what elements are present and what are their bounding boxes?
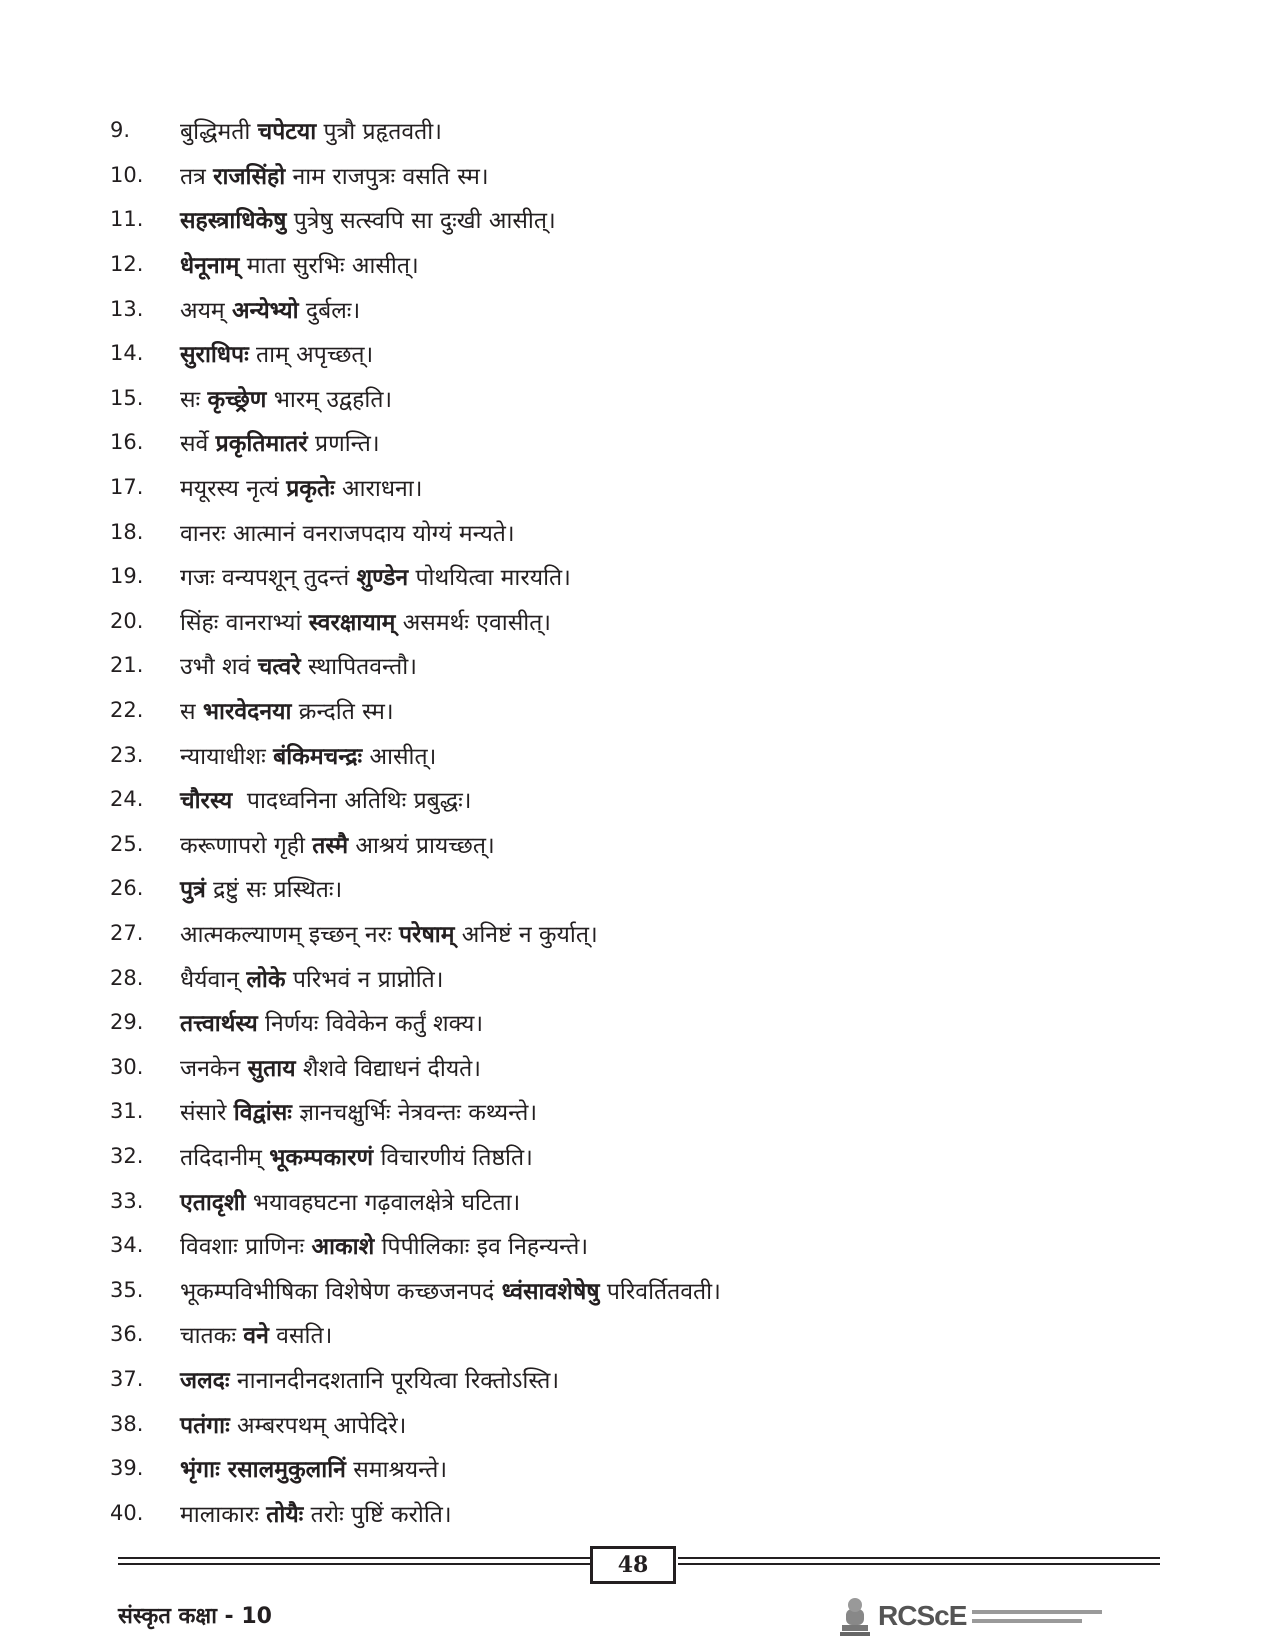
sentence-fragment: नाम राजपुत्रः वसति स्म। bbox=[285, 163, 489, 190]
sentence-text bbox=[180, 1318, 332, 1350]
sentence-row bbox=[110, 465, 1160, 510]
sentence-row bbox=[110, 777, 1160, 822]
sentence-row bbox=[110, 108, 1160, 153]
sentence-number: 11. bbox=[110, 207, 144, 232]
sentence-number: 26. bbox=[110, 876, 144, 901]
sentence-fragment: वानरः आत्मानं वनराजपदाय योग्यं मन्यते। bbox=[180, 520, 515, 547]
sentence-number: 19. bbox=[110, 564, 144, 589]
sentence-fragment: भारम् उद्वहति। bbox=[266, 386, 393, 413]
sentence-number: 37. bbox=[110, 1366, 144, 1391]
sentence-number: 32. bbox=[110, 1143, 144, 1168]
logo-subtitle-lines bbox=[972, 1610, 1102, 1623]
sentence-fragment: अनिष्टं न कुर्यात्। bbox=[454, 921, 598, 948]
footer-rule-right bbox=[678, 1557, 1160, 1559]
sentence-number: 30. bbox=[110, 1054, 144, 1079]
sentence-text bbox=[180, 1051, 481, 1083]
page-number: 48 bbox=[590, 1546, 676, 1584]
sentence-fragment: स bbox=[180, 699, 203, 726]
sentence-fragment: दुर्बलः। bbox=[298, 297, 361, 324]
sentence-number: 25. bbox=[110, 831, 144, 856]
sentence-number: 13. bbox=[110, 296, 144, 321]
sentence-text bbox=[180, 917, 598, 949]
sentence-fragment: सिंहः वानराभ्यां bbox=[180, 609, 309, 636]
highlighted-word: परेषाम् bbox=[398, 921, 455, 948]
sentence-number: 33. bbox=[110, 1188, 144, 1213]
sentence-fragment: उभौ शवं bbox=[180, 654, 258, 681]
sentence-fragment: न्यायाधीशः bbox=[180, 743, 274, 770]
sentence-text bbox=[180, 1006, 483, 1038]
sentence-row bbox=[110, 688, 1160, 733]
sentence-text bbox=[180, 516, 515, 548]
sentence-fragment: द्रष्टुं सः प्रस्थितः। bbox=[205, 877, 343, 904]
sentence-row bbox=[110, 1312, 1160, 1357]
sentence-fragment: परिभवं न प्राप्नोति। bbox=[285, 966, 444, 993]
highlighted-word: सहस्त्राधिकेषु bbox=[180, 208, 287, 235]
sentence-number: 29. bbox=[110, 1010, 144, 1035]
sentence-number: 31. bbox=[110, 1099, 144, 1124]
sentence-fragment: प्रणन्ति। bbox=[307, 431, 380, 458]
sentence-row bbox=[110, 1044, 1160, 1089]
sentence-number: 9. bbox=[110, 118, 131, 143]
highlighted-word: ध्वंसावशेषेषु bbox=[501, 1278, 600, 1305]
highlighted-word: बंकिमचन्द्रः bbox=[273, 743, 363, 770]
sentence-number: 12. bbox=[110, 252, 144, 277]
sentence-fragment: अम्बरपथम् आपेदिरे। bbox=[229, 1412, 407, 1439]
sentence-text bbox=[180, 1408, 406, 1440]
sentence-fragment: तदिदानीम् bbox=[180, 1144, 270, 1171]
sentence-text bbox=[180, 426, 380, 458]
sentence-text bbox=[180, 471, 422, 503]
sentence-fragment: निर्णयः विवेकेन कर्तुं शक्य। bbox=[257, 1011, 484, 1038]
sentence-text bbox=[180, 1274, 721, 1306]
sentence-row bbox=[110, 331, 1160, 376]
sentence-fragment: सः bbox=[180, 386, 208, 413]
sentence-fragment: मयूरस्य नृत्यं bbox=[180, 476, 287, 503]
sentence-row bbox=[110, 554, 1160, 599]
sentence-fragment: आश्रयं प्रायच्छत्। bbox=[348, 832, 495, 859]
sentence-text bbox=[180, 1185, 520, 1217]
sentence-fragment: अयम् bbox=[180, 297, 232, 324]
sentence-number: 39. bbox=[110, 1456, 144, 1481]
sentence-row bbox=[110, 866, 1160, 911]
sentence-row bbox=[110, 1267, 1160, 1312]
sentence-fragment: माता सुरभिः आसीत्। bbox=[239, 253, 419, 280]
sentence-text bbox=[180, 1229, 588, 1261]
highlighted-word: भूकम्पकारणं bbox=[269, 1144, 374, 1171]
highlighted-word: प्रकृतेः bbox=[286, 476, 335, 503]
highlighted-word: विद्वांसः bbox=[233, 1100, 292, 1127]
sentence-number: 38. bbox=[110, 1411, 144, 1436]
sentence-row bbox=[110, 1223, 1160, 1268]
sentence-number: 34. bbox=[110, 1233, 144, 1258]
highlighted-word: तस्मै bbox=[312, 832, 349, 859]
sentence-number: 35. bbox=[110, 1277, 144, 1302]
sentence-number: 20. bbox=[110, 608, 144, 633]
sentence-fragment: पुत्रौ प्रहृतवती। bbox=[316, 119, 442, 146]
footer-rule-left bbox=[118, 1557, 590, 1559]
highlighted-word: सुराधिपः bbox=[180, 342, 249, 369]
highlighted-word: पुत्रं bbox=[180, 877, 206, 904]
sentence-text bbox=[180, 1497, 452, 1529]
sentence-fragment: पिपीलिकाः इव निहन्यन्ते। bbox=[374, 1234, 589, 1261]
highlighted-word: जलदः bbox=[180, 1367, 230, 1394]
sentence-text bbox=[180, 248, 419, 280]
sentence-text bbox=[180, 872, 342, 904]
sentence-number: 21. bbox=[110, 653, 144, 678]
sentence-fragment: आत्मकल्याणम् इच्छन् नरः bbox=[180, 921, 399, 948]
sentence-fragment: गजः वन्यपशून् तुदन्तं bbox=[180, 565, 357, 592]
sentence-text bbox=[180, 560, 571, 592]
sentence-row bbox=[110, 1134, 1160, 1179]
sentence-fragment: क्रन्दति स्म। bbox=[291, 699, 394, 726]
sentence-fragment: बुद्धिमती bbox=[180, 119, 258, 146]
highlighted-word: धेनूनाम् bbox=[180, 253, 240, 280]
highlighted-word: वने bbox=[243, 1323, 269, 1350]
highlighted-word: चपेटया bbox=[257, 119, 317, 146]
sentence-fragment: पादध्वनिना अतिथिः प्रबुद्धः। bbox=[232, 788, 472, 815]
rcsce-logo bbox=[838, 1592, 1148, 1640]
sentence-row bbox=[110, 197, 1160, 242]
sentence-row bbox=[110, 643, 1160, 688]
sentence-text bbox=[180, 159, 489, 191]
sentence-fragment: चातकः bbox=[180, 1323, 244, 1350]
sentence-number: 14. bbox=[110, 341, 144, 366]
sentence-row bbox=[110, 509, 1160, 554]
sentence-row bbox=[110, 732, 1160, 777]
sentence-fragment: भयावहघटना गढ़वालक्षेत्रे घटिता। bbox=[245, 1189, 521, 1216]
sentence-fragment: भूकम्पविभीषिका विशेषेण कच्छजनपदं bbox=[180, 1278, 502, 1305]
sentence-fragment: आराधना। bbox=[334, 476, 423, 503]
national-emblem-icon bbox=[838, 1595, 872, 1637]
sentence-text bbox=[180, 293, 360, 325]
sentence-row bbox=[110, 420, 1160, 465]
sentence-row bbox=[110, 1178, 1160, 1223]
sentence-row bbox=[110, 1000, 1160, 1045]
sentence-text bbox=[180, 1363, 559, 1395]
highlighted-word: पतंगाः bbox=[180, 1412, 230, 1439]
sentence-text bbox=[180, 694, 394, 726]
sentence-fragment: विवशाः प्राणिनः bbox=[180, 1234, 312, 1261]
sentence-text bbox=[180, 1095, 537, 1127]
sentence-number: 18. bbox=[110, 519, 144, 544]
sentence-number: 28. bbox=[110, 965, 144, 990]
sentence-fragment: संसारे bbox=[180, 1100, 234, 1127]
highlighted-word: राजसिंहो bbox=[213, 163, 286, 190]
sentence-fragment: सर्वे bbox=[180, 431, 216, 458]
sentence-row bbox=[110, 1446, 1160, 1491]
sentence-fragment: नानानदीनदशतानि पूरयित्वा रिक्तोऽस्ति। bbox=[229, 1367, 560, 1394]
highlighted-word: एतादृशी bbox=[180, 1189, 246, 1216]
sentence-row bbox=[110, 1357, 1160, 1402]
highlighted-word: शुण्डेन bbox=[356, 565, 409, 592]
sentence-number: 16. bbox=[110, 430, 144, 455]
sentence-fragment: धैर्यवान् bbox=[180, 966, 247, 993]
sentence-text bbox=[180, 828, 495, 860]
sentence-number: 24. bbox=[110, 787, 144, 812]
highlighted-word: सुताय bbox=[247, 1055, 296, 1082]
sentence-fragment: शैशवे विद्याधनं दीयते। bbox=[295, 1055, 481, 1082]
sentence-text bbox=[180, 962, 444, 994]
highlighted-word: कृच्छ्रेण bbox=[207, 386, 267, 413]
sentence-number: 22. bbox=[110, 698, 144, 723]
sentence-fragment: ज्ञानचक्षुर्भिः नेत्रवन्तः कथ्यन्ते। bbox=[291, 1100, 538, 1127]
sentence-fragment: तरोः पुष्टिं करोति। bbox=[303, 1501, 452, 1528]
sentence-fragment: स्थापितवन्तौ। bbox=[300, 654, 417, 681]
highlighted-word: प्रकृतिमातरं bbox=[215, 431, 308, 458]
sentence-text bbox=[180, 114, 442, 146]
sentence-row bbox=[110, 1401, 1160, 1446]
sentence-fragment: असमर्थः एवासीत्। bbox=[395, 609, 552, 636]
sentence-text bbox=[180, 649, 417, 681]
highlighted-word: चत्वरे bbox=[257, 654, 301, 681]
sentence-fragment: मालाकारः bbox=[180, 1501, 267, 1528]
highlighted-word: भारवेदनया bbox=[202, 699, 292, 726]
sentence-number: 17. bbox=[110, 475, 144, 500]
sentence-number: 40. bbox=[110, 1500, 144, 1525]
sentence-row bbox=[110, 1089, 1160, 1134]
footer-rule-left-2 bbox=[118, 1563, 590, 1565]
sentence-number: 36. bbox=[110, 1322, 144, 1347]
sentence-list bbox=[110, 108, 1160, 1535]
highlighted-word: अन्येभ्यो bbox=[231, 297, 299, 324]
sentence-fragment: वसति। bbox=[268, 1323, 333, 1350]
highlighted-word: लोके bbox=[246, 966, 286, 993]
sentence-row bbox=[110, 911, 1160, 956]
sentence-row bbox=[110, 153, 1160, 198]
sentence-fragment: परिवर्तितवती। bbox=[599, 1278, 721, 1305]
sentence-text bbox=[180, 382, 392, 414]
sentence-text bbox=[180, 203, 556, 235]
book-label: संस्कृत कक्षा - 10 bbox=[118, 1604, 272, 1629]
highlighted-word: स्वरक्षायाम् bbox=[308, 609, 396, 636]
footer-rule-right-2 bbox=[678, 1563, 1160, 1565]
sentence-row bbox=[110, 822, 1160, 867]
sentence-fragment: तत्र bbox=[180, 163, 214, 190]
sentence-row bbox=[110, 376, 1160, 421]
sentence-row bbox=[110, 955, 1160, 1000]
sentence-row bbox=[110, 286, 1160, 331]
sentence-text bbox=[180, 783, 472, 815]
highlighted-word: तोयैः bbox=[266, 1501, 304, 1528]
sentence-fragment: करूणापरो गृही bbox=[180, 832, 313, 859]
highlighted-word: चौरस्य bbox=[180, 788, 233, 815]
sentence-text bbox=[180, 1140, 533, 1172]
sentence-number: 15. bbox=[110, 385, 144, 410]
highlighted-word: आकाशे bbox=[311, 1234, 375, 1261]
sentence-fragment: ताम् अपृच्छत्। bbox=[248, 342, 374, 369]
sentence-number: 10. bbox=[110, 162, 144, 187]
sentence-fragment: जनकेन bbox=[180, 1055, 248, 1082]
sentence-row bbox=[110, 242, 1160, 287]
sentence-fragment: समाश्रयन्ते। bbox=[345, 1457, 448, 1484]
sentence-text bbox=[180, 739, 436, 771]
sentence-row bbox=[110, 1490, 1160, 1535]
sentence-fragment: विचारणीयं तिष्ठति। bbox=[373, 1144, 533, 1171]
sentence-text bbox=[180, 1452, 447, 1484]
sentence-text bbox=[180, 605, 551, 637]
highlighted-word: तत्त्वार्थस्य bbox=[180, 1011, 258, 1038]
sentence-row bbox=[110, 599, 1160, 644]
sentence-number: 27. bbox=[110, 920, 144, 945]
sentence-text bbox=[180, 337, 373, 369]
sentence-fragment: आसीत्। bbox=[362, 743, 437, 770]
sentence-fragment: पुत्रेषु सत्स्वपि सा दुःखी आसीत्। bbox=[286, 208, 556, 235]
logo-text: RCScE bbox=[878, 1600, 967, 1631]
highlighted-word: भृंगाः रसालमुकुलानिं bbox=[180, 1457, 346, 1484]
sentence-fragment: पोथयित्वा मारयति। bbox=[408, 565, 571, 592]
sentence-number: 23. bbox=[110, 742, 144, 767]
